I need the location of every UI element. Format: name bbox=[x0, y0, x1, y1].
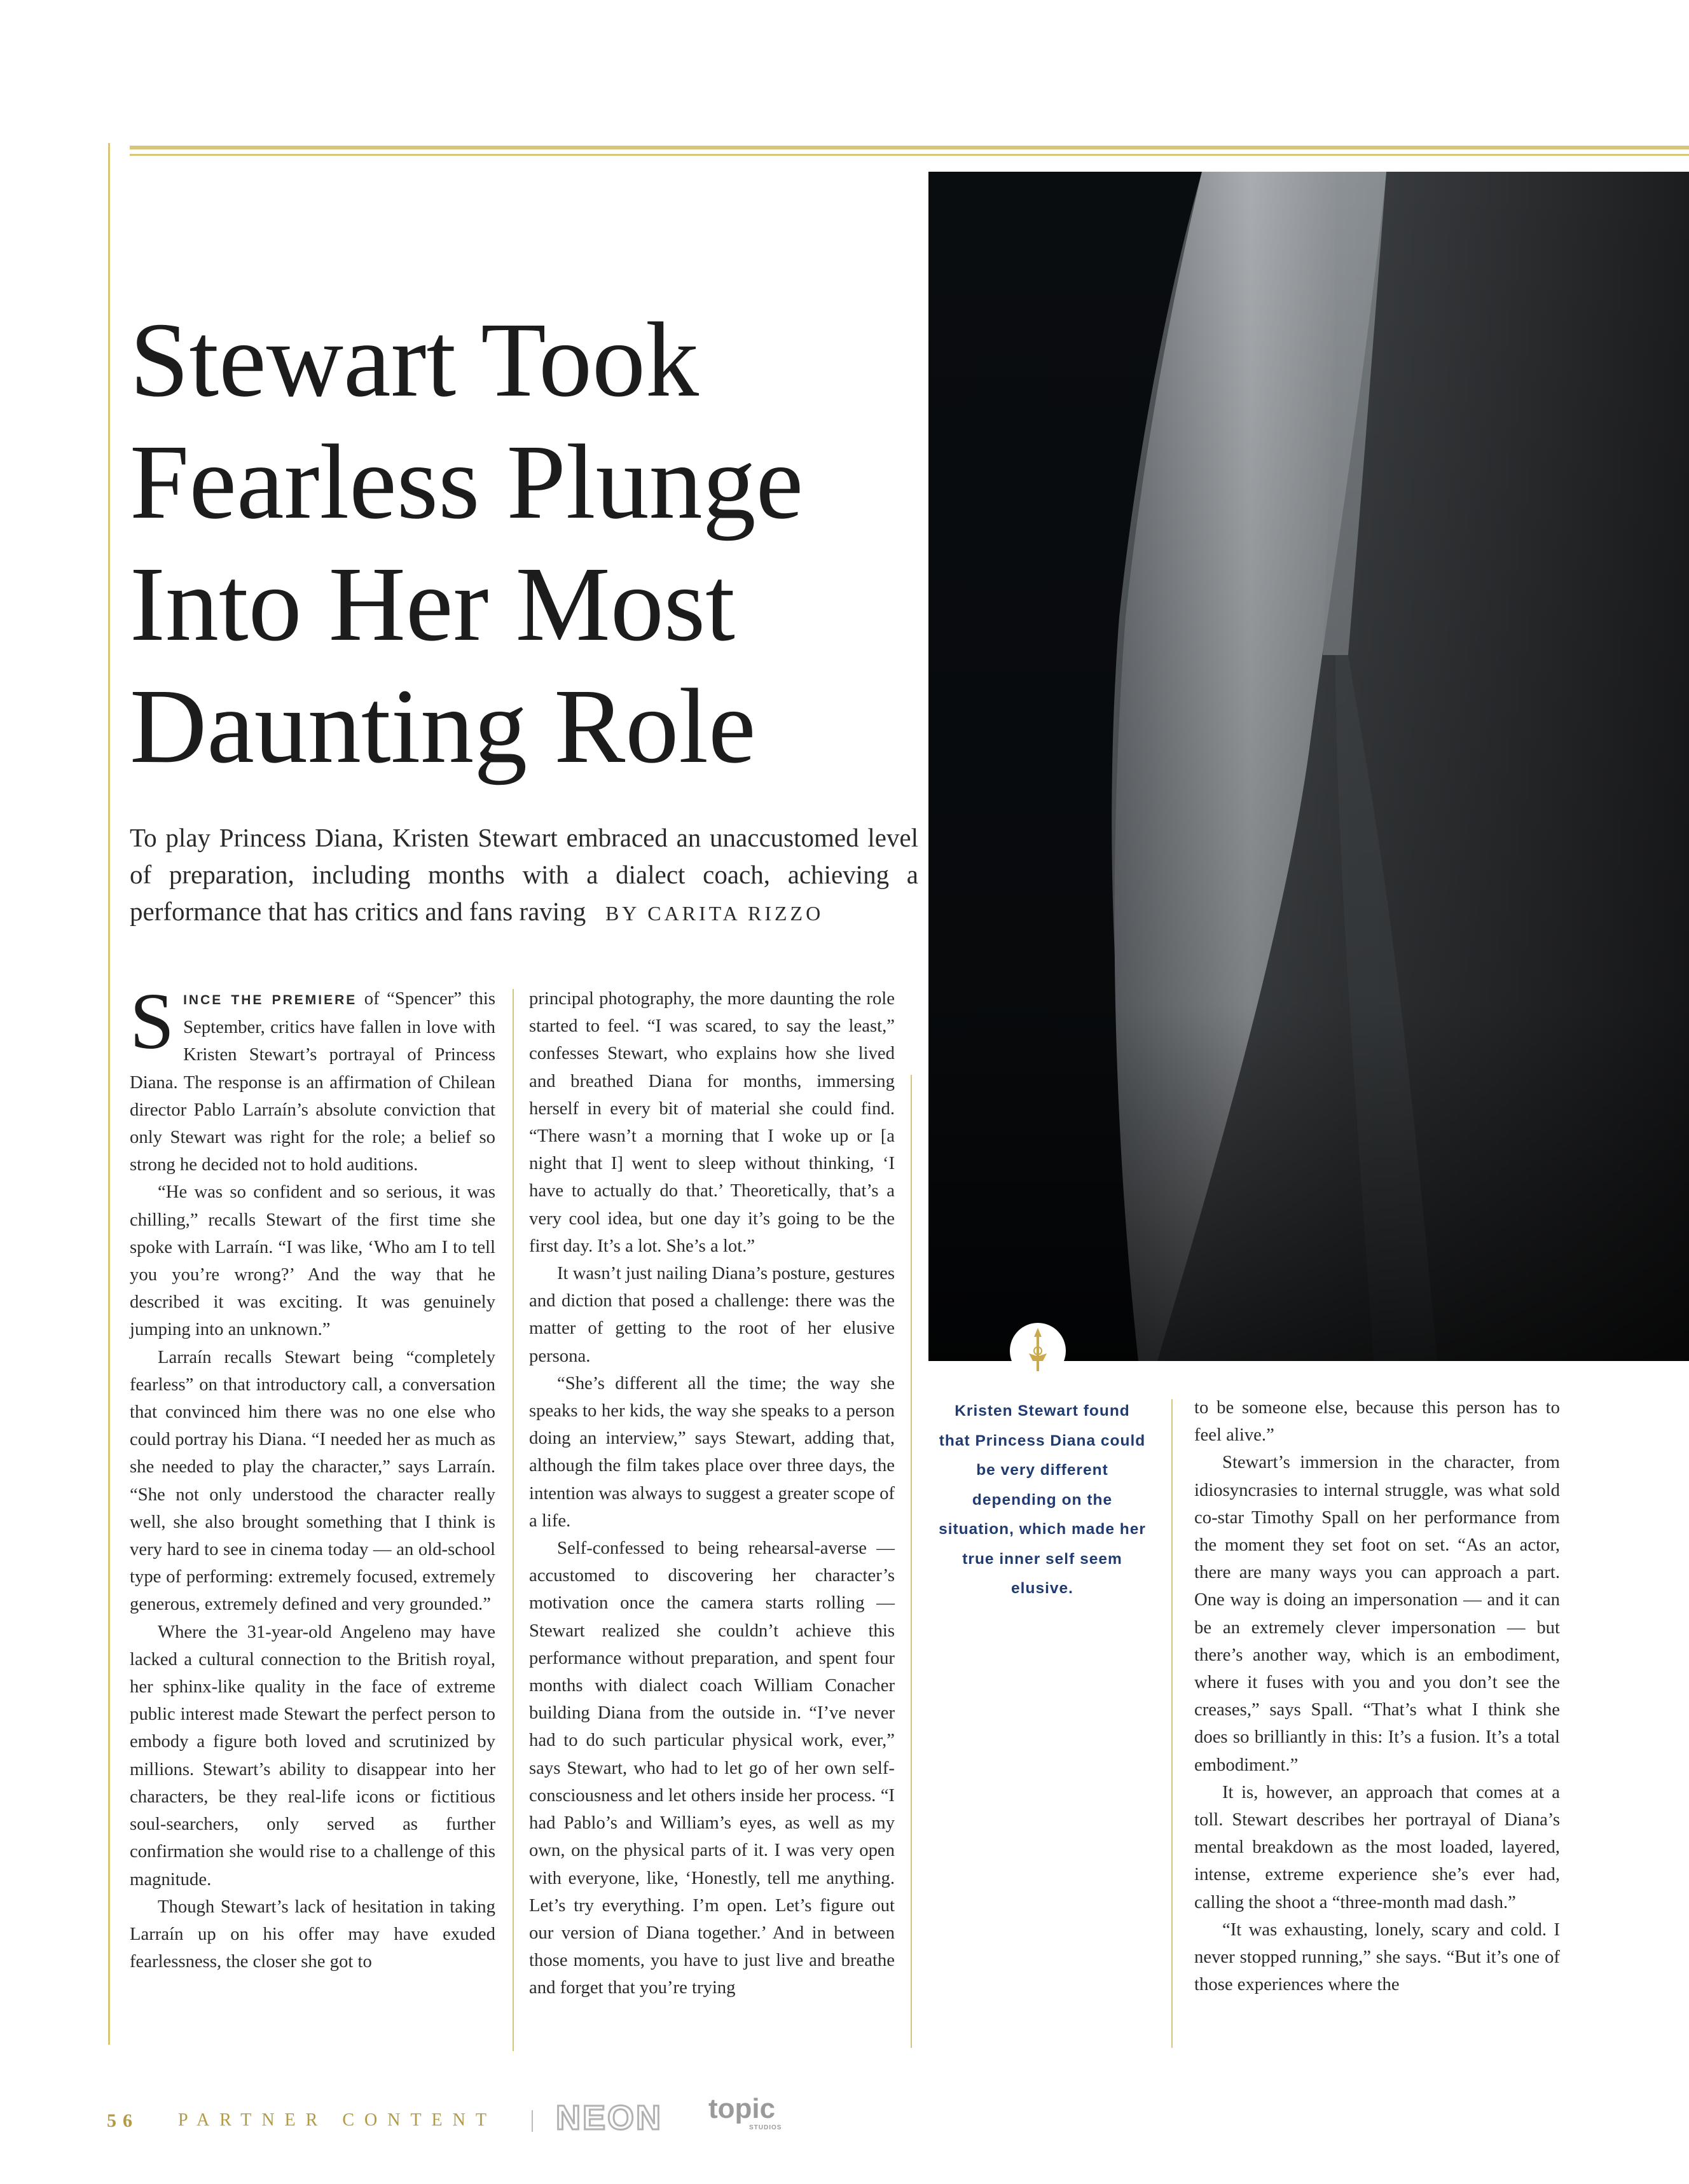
top-gold-rule bbox=[130, 146, 1689, 149]
article-dek bbox=[130, 819, 918, 932]
neon-logo: NEON bbox=[556, 2099, 663, 2137]
body-paragraph: Where the 31-year-old Angeleno may have lacked a cultural connection to the British royal, her sphinx-like quality in the face of extreme public interest made Stewart the perfect person to embody a figure both loved and scrutinized by millions. Stewart’s ability to disappear into her characters, be they real-life icons or fictitious soul-searchers, only served as further confirmation she would rise to a challenge of this magnitude. bbox=[130, 1621, 495, 1890]
body-paragraph: “She’s different all the time; the way she speaks to her kids, the way she speaks to a person doing an interview,” says Stewart, adding that, although the film takes place over three days, the intention was always to suggest a greater scope of a life. bbox=[529, 1372, 895, 1531]
column-3 bbox=[1194, 1394, 1560, 1998]
drop-cap: S bbox=[130, 978, 175, 1066]
body-paragraph: Self-confessed to being rehearsal-averse — accustomed to discovering her character’s motivation once the camera starts rolling — Stewart realized she couldn’t achieve this performance without preparation, and spent four months with dialect coach William Conacher building Diana from the outside in. “I’ve never had to do such particular physical work, ever,” says Stewart, who had to let go of her own self-consciousness and let others inside her process. “I had Pablo’s and William’s eyes, as well as my own, on the physical parts of it. I was very open with everyone, like, ‘Honestly, tell me anything. Let’s try everything. I’m open. Let’s figure out our version of Diana together.’ And in between those moments, you have to just live and breathe and forget that you’re trying bbox=[529, 1538, 895, 1998]
lead-smallcaps: INCE THE PREMIERE bbox=[183, 993, 357, 1007]
body-paragraph: Stewart’s immersion in the character, from idiosyncrasies to internal struggle, was what sold co-star Timothy Spall on her performance from the moment they set foot on set. “As an actor, there are many ways you can approach a part. One way is doing an impersonation — and it can be an extremely clever impersonation — but there’s another way, which is an embodiment, where it fuses with you and you don’t see the creases,” says Spall. “That’s what I think she does so brilliantly in this: It’s a fusion. It’s a total embodiment.” bbox=[1194, 1452, 1560, 1775]
footer-divider bbox=[532, 2110, 533, 2132]
body-paragraph: principal photography, the more daunting the role started to feel. “I was scared, to say the least,” confesses Stewart, who explains how she lived and breathed Diana for months, immersing herself in every bit of material she could find. “There wasn’t a morning that I woke up or [a night that I] went to sleep without thinking, ‘I have to actually do that.’ Theoretically, that’s a very cool idea, but one day it’s going to be the first day. It’s a lot. She’s a lot.” bbox=[529, 988, 895, 1256]
column-1 bbox=[130, 978, 495, 1975]
column-rule-2 bbox=[911, 1075, 912, 2048]
section-label: PARTNER CONTENT bbox=[178, 2110, 497, 2130]
top-gold-rule-thin bbox=[130, 154, 1689, 156]
lead-paragraph bbox=[130, 978, 495, 1178]
page-number: 56 bbox=[107, 2110, 139, 2131]
byline: BY CARITA RIZZO bbox=[605, 902, 824, 925]
column-rule-3 bbox=[1171, 1399, 1173, 2048]
column-rule-1 bbox=[513, 989, 514, 2051]
body-paragraph: “He was so confident and so serious, it was chilling,” recalls Stewart of the first time she spoke with Larraín. “I was like, ‘Who am I to tell you you’re wrong?’ And the way that he described it was exciting. It was genuinely jumping into an unknown.” bbox=[130, 1182, 495, 1340]
body-paragraph: It is, however, an approach that comes at a toll. Stewart describes her portrayal of Diana’s mental breakdown as the most loaded, layered, intense, extreme experience she’s ever had, calling the shoot a “three-month mad dash.” bbox=[1194, 1781, 1560, 1912]
topic-logo: topic bbox=[708, 2093, 776, 2124]
body-paragraph: It wasn’t just nailing Diana’s posture, gestures and diction that posed a challenge: there was the matter of getting to the root of her elusive persona. bbox=[529, 1263, 895, 1366]
body-paragraph: Though Stewart’s lack of hesitation in taking Larraín up on his offer may have exuded fearlessness, the closer she got to bbox=[130, 1896, 495, 1972]
article-title: Stewart Took Fearless Plunge Into Her Most Daunting Role bbox=[130, 301, 804, 785]
body-paragraph: “It was exhausting, lonely, scary and cold. I never stopped running,” she says. “But it’s one of those experiences where the bbox=[1194, 1919, 1560, 1995]
article-photo bbox=[928, 172, 1689, 1361]
body-paragraph: Larraín recalls Stewart being “completely fearless” on that introductory call, a conversation that convinced him there was no one else who could portray his Diana. “I needed her as much as she needed to play the character,” says Larraín. “She not only understood the character really well, she also brought something that I think is very hard to see in cinema today — an old-school type of performing: extremely focused, extremely generous, extremely defined and very grounded.” bbox=[130, 1346, 495, 1615]
body-paragraph: to be someone else, because this person has to feel alive.” bbox=[1194, 1397, 1560, 1446]
photo-caption: Kristen Stewart found that Princess Diana could be very different depending on the situation, which made her true inner self seem elusive. bbox=[939, 1402, 1146, 1597]
left-gold-rule bbox=[108, 143, 110, 2045]
crest-icon bbox=[1010, 1323, 1066, 1379]
dek-text: To play Princess Diana, Kristen Stewart embraced an unaccustomed level of preparation, including months with a dialect coach, achieving a performance that has critics and fans raving bbox=[130, 823, 918, 926]
topic-logo-studios: STUDIOS bbox=[749, 2124, 782, 2131]
lead-text: of “Spencer” this September, critics have fallen in love with Kristen Stewart’s portrayal of Princess Diana. The response is an affirmation of Chilean director Pablo Larraín’s absolute conviction that only Stewart was right for the role; a belief so strong he decided not to hold auditions. bbox=[130, 988, 495, 1175]
column-2 bbox=[529, 985, 895, 2002]
